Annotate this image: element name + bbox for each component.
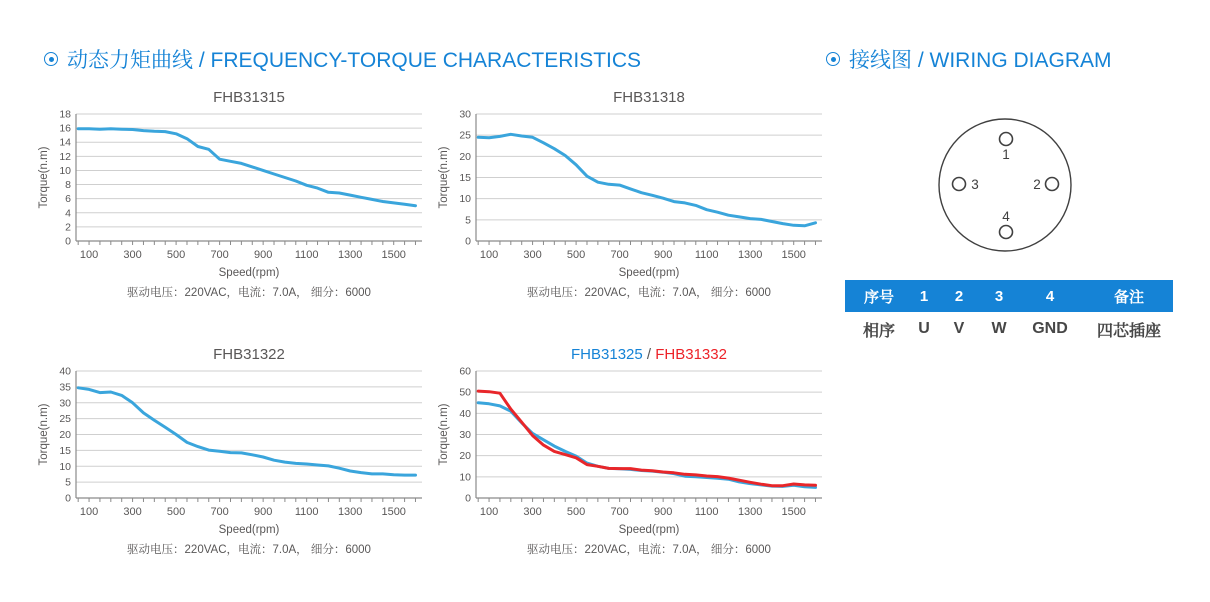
x-tick-label: 1500: [381, 506, 406, 518]
x-tick-label: 500: [166, 506, 186, 518]
y-tick-label: 10: [59, 164, 71, 177]
pin-4-label: 4: [1002, 209, 1010, 224]
y-tick-label: 0: [65, 235, 71, 248]
x-tick-label: 1300: [337, 506, 363, 518]
chart-caption: 驱动电压：220VAC，电流：7.0A， 细分：6000: [527, 544, 771, 556]
chart-title: FHB31322: [213, 346, 285, 363]
pin-table-cell: 四芯插座: [1096, 322, 1161, 340]
y-axis-label: Torque(n.m): [38, 403, 50, 466]
x-tick-label: 300: [523, 249, 542, 261]
y-tick-label: 12: [59, 150, 71, 163]
x-tick-label: 500: [166, 249, 186, 261]
section-title-wiring: [826, 44, 1112, 74]
chart-caption: 驱动电压：220VAC，电流：7.0A， 细分：6000: [127, 544, 371, 556]
y-tick-label: 15: [59, 444, 71, 457]
x-tick-label: 900: [653, 506, 673, 518]
y-tick-label: 0: [65, 492, 71, 505]
y-tick-label: 20: [459, 150, 471, 163]
y-tick-label: 5: [465, 214, 471, 227]
x-axis-label: Speed(rpm): [218, 267, 280, 279]
y-tick-label: 2: [65, 221, 71, 234]
y-tick-label: 40: [459, 407, 471, 420]
pin-2-label: 2: [1033, 177, 1041, 192]
y-tick-label: 20: [459, 450, 471, 463]
pin-table-header-cell: 3: [994, 287, 1004, 305]
pin-2-icon: [1046, 178, 1059, 191]
pin-table-header-cell: 备注: [1113, 288, 1144, 306]
y-tick-label: 40: [59, 365, 71, 378]
section-title-text: 接线图 / WIRING DIAGRAM: [849, 49, 1112, 72]
y-tick-label: 8: [65, 179, 71, 192]
section-title-frequency-torque: [44, 44, 641, 74]
y-axis-label: Torque(n.m): [38, 146, 50, 209]
y-tick-label: 50: [459, 386, 471, 399]
y-axis-label: Torque(n.m): [438, 146, 450, 209]
x-tick-label: 700: [210, 506, 229, 518]
chart-fhb31315: [36, 86, 428, 301]
x-tick-label: 100: [479, 506, 499, 518]
series-line-FHB31318: [478, 134, 815, 226]
y-tick-label: 30: [459, 108, 471, 121]
circled-dot-icon: [44, 52, 58, 66]
x-tick-label: 1100: [294, 506, 319, 518]
x-axis-label: Speed(rpm): [618, 267, 680, 279]
pin-3-label: 3: [971, 177, 979, 192]
x-tick-label: 1300: [337, 249, 363, 261]
section-title-text: 动态力矩曲线 / FREQUENCY-TORQUE CHARACTERISTICS: [67, 49, 642, 72]
pin-table-cell: W: [991, 320, 1007, 337]
y-tick-label: 10: [459, 471, 471, 484]
y-tick-label: 6: [65, 193, 71, 206]
pin-table-header-cell: 4: [1045, 287, 1055, 305]
wiring-connector-diagram: [840, 95, 1170, 285]
x-tick-label: 1100: [694, 249, 719, 261]
y-tick-label: 30: [59, 397, 71, 410]
x-tick-label: 1100: [694, 506, 719, 518]
x-tick-label: 1300: [737, 506, 763, 518]
x-tick-label: 300: [123, 249, 142, 261]
pin-assignment-table: [845, 280, 1173, 342]
pin-1-label: 1: [1002, 147, 1010, 162]
chart-svg: [436, 343, 828, 558]
x-tick-label: 1100: [294, 249, 319, 261]
y-tick-label: 60: [459, 365, 471, 378]
pin-table-header-cell: 1: [919, 287, 929, 305]
x-tick-label: 900: [253, 249, 273, 261]
chart-svg: [436, 86, 828, 301]
y-tick-label: 14: [59, 136, 71, 149]
x-tick-label: 1500: [781, 506, 806, 518]
pin-table-cell: GND: [1032, 320, 1068, 337]
chart-svg: [36, 343, 428, 558]
x-tick-label: 700: [610, 249, 629, 261]
chart-fhb31318: [436, 86, 828, 301]
y-tick-label: 0: [465, 492, 471, 505]
pin-table-header-cell: 2: [954, 287, 964, 305]
y-tick-label: 25: [59, 413, 71, 426]
x-tick-label: 1500: [781, 249, 806, 261]
circled-dot-icon: [826, 52, 840, 66]
chart-title: FHB31318: [613, 89, 685, 106]
pin-table-data-row: [845, 316, 1173, 342]
chart-fhb31322: [36, 343, 428, 558]
x-tick-label: 300: [123, 506, 142, 518]
x-tick-label: 700: [610, 506, 629, 518]
y-tick-label: 15: [459, 172, 471, 184]
x-tick-label: 100: [79, 506, 99, 518]
x-tick-label: 700: [210, 249, 229, 261]
chart-fhb31325-31332: [436, 343, 828, 558]
chart-caption: 驱动电压：220VAC，电流：7.0A， 细分：6000: [127, 287, 371, 299]
x-axis-label: Speed(rpm): [618, 524, 680, 536]
x-axis-label: Speed(rpm): [218, 524, 280, 536]
pin-table-cell: U: [918, 320, 930, 337]
pin-1-icon: [1000, 133, 1013, 146]
y-tick-label: 20: [59, 429, 71, 441]
series-line-FHB31315: [78, 129, 415, 206]
charts-grid: [36, 86, 828, 558]
x-tick-label: 500: [566, 249, 586, 261]
x-tick-label: 500: [566, 506, 586, 518]
series-line-FHB31325: [478, 403, 815, 488]
y-tick-label: 35: [59, 381, 71, 394]
chart-title: FHB31325 / FHB31332: [571, 346, 727, 363]
x-tick-label: 100: [79, 249, 99, 261]
pin-table-header-cell: 序号: [863, 288, 894, 306]
pin-table-cell: V: [953, 320, 965, 337]
y-tick-label: 30: [459, 429, 471, 441]
x-tick-label: 900: [253, 506, 273, 518]
y-tick-label: 4: [65, 207, 71, 220]
y-tick-label: 0: [465, 235, 471, 248]
y-tick-label: 18: [59, 108, 71, 121]
x-tick-label: 900: [653, 249, 673, 261]
y-axis-label: Torque(n.m): [438, 403, 450, 466]
chart-svg: [36, 86, 428, 301]
pin-4-icon: [1000, 226, 1013, 239]
x-tick-label: 1500: [381, 249, 406, 261]
pin-table-cell: 相序: [862, 322, 895, 340]
series-line-FHB31332: [478, 391, 815, 486]
y-tick-label: 10: [59, 460, 71, 473]
x-tick-label: 100: [479, 249, 499, 261]
x-tick-label: 300: [523, 506, 542, 518]
chart-title: FHB31315: [213, 89, 285, 106]
y-tick-label: 16: [59, 122, 71, 135]
y-tick-label: 10: [459, 193, 471, 206]
chart-caption: 驱动电压：220VAC，电流：7.0A， 细分：6000: [527, 287, 771, 299]
x-tick-label: 1300: [737, 249, 763, 261]
pin-table-header-row: [845, 280, 1173, 312]
pin-3-icon: [953, 178, 966, 191]
y-tick-label: 5: [65, 476, 71, 489]
y-tick-label: 25: [459, 129, 471, 142]
series-line-FHB31322: [78, 388, 415, 475]
